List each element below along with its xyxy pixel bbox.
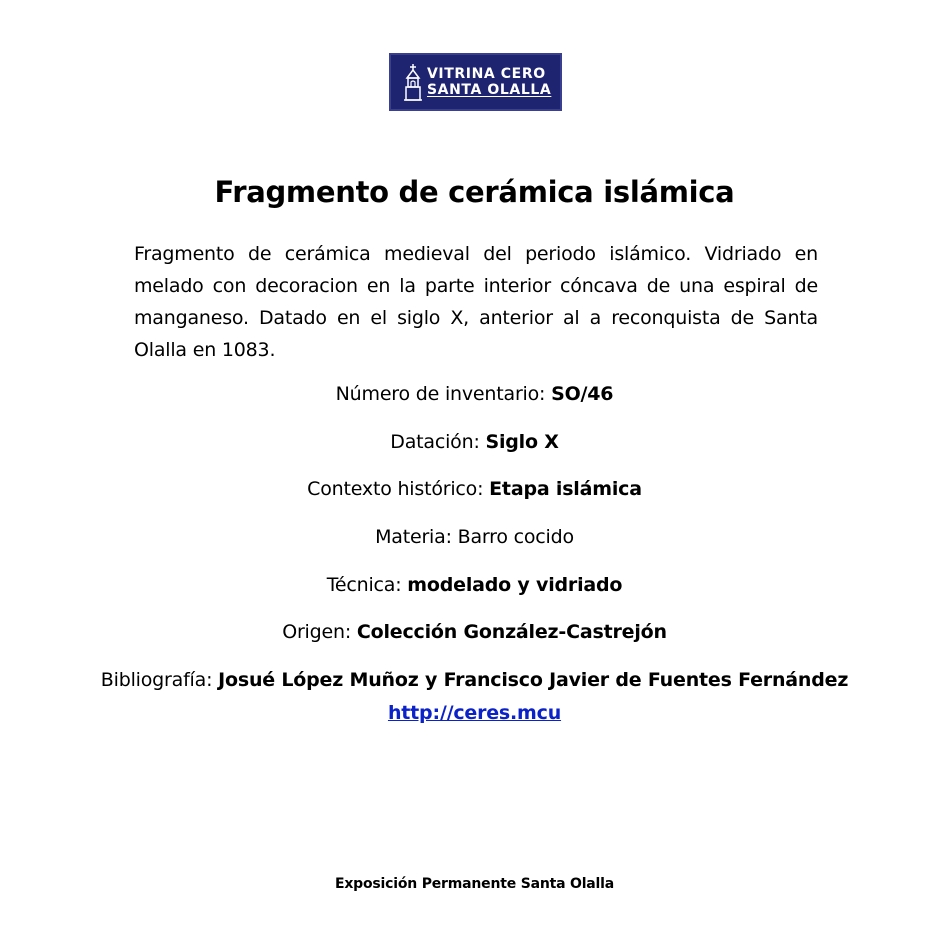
church-tower-icon bbox=[403, 64, 423, 102]
field-label: Contexto histórico: bbox=[307, 478, 484, 500]
field-origen bbox=[0, 621, 949, 643]
logo-text bbox=[427, 66, 551, 98]
field-label: Origen: bbox=[282, 621, 352, 643]
field-value: Siglo X bbox=[485, 431, 559, 453]
bibliography-link[interactable]: http://ceres.mcu bbox=[387, 702, 562, 724]
field-materia bbox=[0, 526, 949, 548]
field-contexto bbox=[0, 478, 949, 500]
field-label: Materia: bbox=[375, 526, 452, 548]
field-label: Bibliografía: bbox=[100, 669, 213, 691]
field-value: Josué López Muñoz y Francisco Javier de Fuentes Fernández bbox=[218, 669, 849, 691]
field-inventario bbox=[0, 383, 949, 405]
field-value: modelado y vidriado bbox=[407, 574, 623, 596]
field-label: Datación: bbox=[390, 431, 480, 453]
field-value: SO/46 bbox=[551, 383, 614, 405]
footer-text: Exposición Permanente Santa Olalla bbox=[334, 876, 614, 892]
logo-line-2: SANTA OLALLA bbox=[427, 82, 552, 98]
field-label: Técnica: bbox=[326, 574, 402, 596]
field-tecnica bbox=[0, 574, 949, 596]
logo-line-1: VITRINA CERO bbox=[427, 66, 546, 82]
description-paragraph: Fragmento de cerámica medieval del periodo islámico. Vidriado en melado con decoracion en la parte interior cóncava de una espiral de manganeso. Datado en el siglo X, anterior al a reconquista de Santa Olalla en 1083. bbox=[134, 243, 818, 361]
bibliography-link-row bbox=[0, 702, 949, 724]
field-label: Número de inventario: bbox=[335, 383, 546, 405]
page-title: Fragmento de cerámica islámica bbox=[214, 175, 735, 209]
field-bibliografia bbox=[0, 669, 949, 691]
field-datacion bbox=[0, 431, 949, 453]
vitrina-cero-logo bbox=[389, 53, 562, 111]
field-value: Colección González-Castrejón bbox=[356, 621, 667, 643]
field-value: Etapa islámica bbox=[489, 478, 642, 500]
field-value: Barro cocido bbox=[457, 526, 574, 548]
